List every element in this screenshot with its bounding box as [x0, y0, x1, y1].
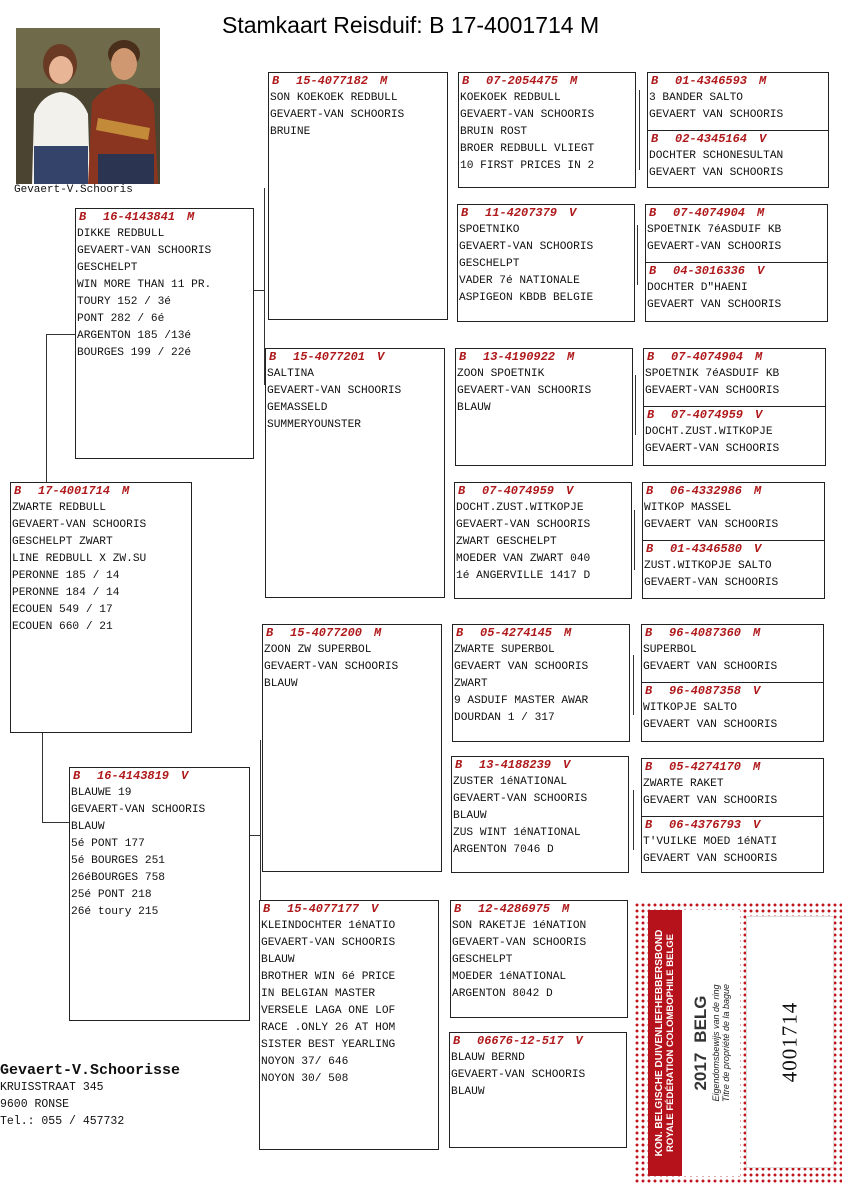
breeder: GEVAERT VAN SCHOORIS	[644, 519, 779, 531]
breeder: GEVAERT-VAN SCHOORIS	[270, 109, 405, 121]
breeder: GEVAERT-VAN SCHOORIS	[459, 241, 594, 253]
pigeon-card-father	[75, 208, 254, 459]
pigeon-pair-card-3	[643, 348, 826, 466]
pigeon-card-mfm	[451, 756, 629, 873]
note: 1é ANGERVILLE 1417 D	[456, 570, 591, 582]
ring-number: B 17-4001714 M	[14, 484, 130, 498]
connector	[633, 790, 634, 850]
pigeon-name: 3 BANDER SALTO	[649, 92, 743, 104]
connector	[46, 334, 76, 335]
ring-ownership-card	[634, 902, 842, 1184]
pigeon-card-mff	[452, 624, 630, 742]
breeder: GEVAERT VAN SCHOORIS	[643, 853, 778, 865]
result: ECOUEN 549 / 17	[12, 604, 113, 616]
breeder: GEVAERT-VAN SCHOORIS	[267, 385, 402, 397]
note: 10 FIRST PRICES IN 2	[460, 160, 595, 172]
breeder: GEVAERT-VAN SCHOORIS	[645, 385, 780, 397]
result: 5é PONT 177	[71, 838, 145, 850]
pigeon-name: KLEINDOCHTER 1éNATIO	[261, 920, 396, 932]
pigeon-name: WITKOP MASSEL	[644, 502, 732, 514]
pigeon-name: ZWARTE REDBULL	[12, 502, 106, 514]
pigeon-pair-card-5	[641, 624, 824, 742]
note: MOEDER 1éNATIONAL	[452, 971, 567, 983]
colour: GESCHELPT	[77, 262, 138, 274]
ring-number: B 15-4077201 V	[269, 350, 385, 364]
pigeon-name: DOCHTER SCHONESULTAN	[649, 150, 784, 162]
breeder: GEVAERT-VAN SCHOORIS	[645, 443, 780, 455]
connector	[635, 375, 636, 435]
result: 26é toury 215	[71, 906, 159, 918]
breeder: GEVAERT-VAN SCHOORIS	[264, 661, 399, 673]
pigeon-name: T'VUILKE MOED 1éNATI	[643, 836, 778, 848]
result: 25é PONT 218	[71, 889, 152, 901]
breeder: GEVAERT-VAN SCHOORIS	[77, 245, 212, 257]
connector	[637, 225, 638, 285]
colour: GESCHELPT	[459, 258, 520, 270]
pigeon-pair-card-6	[641, 758, 824, 873]
pigeon-card-mmf	[450, 900, 628, 1018]
pigeon-card-mother	[69, 767, 250, 1021]
ring-number: B 13-4190922 M	[459, 350, 575, 364]
pigeon-name: DIKKE REDBULL	[77, 228, 165, 240]
pigeon-name: SON KOEKOEK REDBULL	[270, 92, 398, 104]
note: MOEDER VAN ZWART 040	[456, 553, 591, 565]
result: DOURDAN 1 / 317	[454, 712, 555, 724]
ring-number: B 06676-12-517 V	[453, 1034, 583, 1048]
pigeon-name: ZUST.WITKOPJE SALTO	[644, 560, 772, 572]
result: NOYON 30/ 508	[261, 1073, 349, 1085]
ring-number: B 07-4074959 V	[458, 484, 574, 498]
note: VADER 7é NATIONALE	[459, 275, 580, 287]
pigeon-name: WITKOPJE SALTO	[643, 702, 737, 714]
breeder: GEVAERT-VAN SCHOORIS	[647, 241, 782, 253]
page-title: Stamkaart Reisduif: B 17-4001714 M	[222, 12, 600, 38]
colour: ZWART GESCHELPT	[456, 536, 557, 548]
pigeon-pair-card-1	[647, 72, 829, 188]
ring-number: B 02-4345164 V	[651, 132, 767, 146]
breeder: GEVAERT-VAN SCHOORIS	[452, 937, 587, 949]
colour: BLAUW	[264, 678, 298, 690]
owner-photo-image	[16, 28, 160, 184]
pigeon-card-mm	[259, 900, 439, 1150]
result: ARGENTON 8042 D	[452, 988, 553, 1000]
pigeon-name: ZOON ZW SUPERBOL	[264, 644, 372, 656]
colour: BLAUW	[453, 810, 487, 822]
result: ARGENTON 185 /13é	[77, 330, 192, 342]
result: ARGENTON 7046 D	[453, 844, 554, 856]
note: BROTHER WIN 6é PRICE	[261, 971, 396, 983]
result: TOURY 152 / 3é	[77, 296, 171, 308]
pigeon-name: BLAUW BERND	[451, 1052, 525, 1064]
breeder: GEVAERT-VAN SCHOORIS	[453, 793, 588, 805]
breeder: GEVAERT-VAN SCHOORIS	[457, 385, 592, 397]
result: BOURGES 199 / 22é	[77, 347, 192, 359]
note: 9 ASDUIF MASTER AWAR	[454, 695, 589, 707]
ring-number: B 05-4274170 M	[645, 760, 761, 774]
owner-city: 9600 RONSE	[0, 1098, 70, 1111]
connector	[42, 732, 43, 822]
pigeon-card-fm	[265, 348, 445, 598]
pigeon-name: DOCHT.ZUST.WITKOPJE	[645, 426, 773, 438]
pigeon-name: ZUSTER 1éNATIONAL	[453, 776, 568, 788]
ring-number: B 07-2054475 M	[462, 74, 578, 88]
pigeon-pair-card-4	[642, 482, 825, 599]
connector	[639, 90, 640, 170]
colour: GESCHELPT	[452, 954, 513, 966]
ring-number: B 06-4376793 V	[645, 818, 761, 832]
result: PONT 282 / 6é	[77, 313, 165, 325]
colour: BLAUW	[261, 954, 295, 966]
colour: GESCHELPT ZWART	[12, 536, 113, 548]
ring-number: B 15-4077200 M	[266, 626, 382, 640]
breeder: GEVAERT-VAN SCHOORIS	[71, 804, 206, 816]
breeder: GEVAERT VAN SCHOORIS	[649, 109, 784, 121]
breeder: GEVAERT VAN SCHOORIS	[643, 661, 778, 673]
breeder: GEVAERT-VAN SCHOORIS	[460, 109, 595, 121]
owner-block	[0, 1062, 180, 1130]
ring-number: B 15-4077182 M	[272, 74, 388, 88]
note: IN BELGIAN MASTER	[261, 988, 376, 1000]
ring-number: B 04-3016336 V	[649, 264, 765, 278]
pigeon-name: DOCHT.ZUST.WITKOPJE	[456, 502, 584, 514]
pigeon-name: BLAUWE 19	[71, 787, 132, 799]
pigeon-card-ffm	[457, 204, 635, 322]
pigeon-card-ff	[268, 72, 448, 320]
result: 26éBOURGES 758	[71, 872, 165, 884]
result: PERONNE 185 / 14	[12, 570, 120, 582]
card-details: 2017BELG Eigendomsbewijs van de ring Titre de propriété de la bague	[691, 984, 731, 1102]
ring-number: B 11-4207379 V	[461, 206, 577, 220]
note: RACE .ONLY 26 AT HOM	[261, 1022, 396, 1034]
connector	[634, 510, 635, 570]
pigeon-pair-card-2	[645, 204, 828, 322]
ring-number: B 01-4346593 M	[651, 74, 767, 88]
pigeon-name: ZWARTE RAKET	[643, 778, 724, 790]
ring-number: B 06-4332986 M	[646, 484, 762, 498]
pigeon-name: SUPERBOL	[643, 644, 697, 656]
owner-photo	[16, 28, 160, 184]
pigeon-name: SPOETNIK 7éASDUIF KB	[645, 368, 780, 380]
owner-street: KRUISSTRAAT 345	[0, 1081, 104, 1094]
note: VERSELE LAGA ONE LOF	[261, 1005, 396, 1017]
breeder: GEVAERT VAN SCHOORIS	[649, 167, 784, 179]
pigeon-name: DOCHTER D"HAENI	[647, 282, 748, 294]
pigeon-name: ZOON SPOETNIK	[457, 368, 545, 380]
connector	[42, 822, 70, 823]
breeder: GEVAERT-VAN SCHOORIS	[456, 519, 591, 531]
pigeon-name: SON RAKETJE 1éNATION	[452, 920, 587, 932]
ring-number: B 96-4087360 M	[645, 626, 761, 640]
note: BROER REDBULL VLIEGT	[460, 143, 595, 155]
ring-card-number: 4001714	[777, 1001, 802, 1083]
result: 5é BOURGES 251	[71, 855, 165, 867]
note: LINE REDBULL X ZW.SU	[12, 553, 147, 565]
note: SUMMERYOUNSTER	[267, 419, 361, 431]
result: ECOUEN 660 / 21	[12, 621, 113, 633]
colour: BLAUW	[457, 402, 491, 414]
colour: BLAUW	[71, 821, 105, 833]
pigeon-card-fmf	[455, 348, 633, 466]
breeder: GEVAERT-VAN SCHOORIS	[644, 577, 779, 589]
note: SISTER BEST YEARLING	[261, 1039, 396, 1051]
ring-number: B 15-4077177 V	[263, 902, 379, 916]
connector	[46, 334, 47, 483]
colour: BLAUW	[451, 1086, 485, 1098]
pigeon-name: SPOETNIKO	[459, 224, 520, 236]
owner-phone: Tel.: 055 / 457732	[0, 1115, 125, 1128]
ring-number: B 96-4087358 V	[645, 684, 761, 698]
breeder: GEVAERT VAN SCHOORIS	[643, 719, 778, 731]
pigeon-card-mmm	[449, 1032, 627, 1148]
photo-caption: Gevaert-V.Schooris	[14, 184, 133, 196]
breeder: GEVAERT-VAN SCHOORIS	[12, 519, 147, 531]
owner-name: Gevaert-V.Schoorisse	[0, 1062, 181, 1079]
colour: BRUINE	[270, 126, 311, 138]
breeder: GEVAERT-VAN SCHOORIS	[261, 937, 396, 949]
pigeon-name: SPOETNIK 7éASDUIF KB	[647, 224, 782, 236]
ring-number: B 12-4286975 M	[454, 902, 570, 916]
pigeon-card-subject	[10, 482, 192, 733]
colour: BRUIN ROST	[460, 126, 528, 138]
colour: ZWART	[454, 678, 488, 690]
ring-number: B 16-4143819 V	[73, 769, 189, 783]
pigeon-card-fmm	[454, 482, 632, 599]
breeder: GEVAERT VAN SCHOORIS	[454, 661, 589, 673]
result: PERONNE 184 / 14	[12, 587, 120, 599]
ring-number: B 07-4074959 V	[647, 408, 763, 422]
breeder: GEVAERT VAN SCHOORIS	[647, 299, 782, 311]
breeder: GEVAERT VAN SCHOORIS	[643, 795, 778, 807]
pigeon-card-mf	[262, 624, 442, 872]
pigeon-name: SALTINA	[267, 368, 314, 380]
connector	[633, 655, 634, 715]
pigeon-name: KOEKOEK REDBULL	[460, 92, 561, 104]
ring-number: B 07-4074904 M	[647, 350, 763, 364]
note: ZUS WINT 1éNATIONAL	[453, 827, 581, 839]
federation-name: KON. BELGISCHE DUIVENLIEFHEBBERSBOND ROYALE FÉDÉRATION COLOMBOPHILE BELGE	[654, 929, 676, 1157]
pigeon-name: ZWARTE SUPERBOL	[454, 644, 555, 656]
note: WIN MORE THAN 11 PR.	[77, 279, 212, 291]
ring-number: B 05-4274145 M	[456, 626, 572, 640]
ring-number: B 01-4346580 V	[646, 542, 762, 556]
ring-number: B 13-4188239 V	[455, 758, 571, 772]
pigeon-card-fff	[458, 72, 636, 188]
ring-number: B 16-4143841 M	[79, 210, 195, 224]
colour: GEMASSELD	[267, 402, 328, 414]
result: NOYON 37/ 646	[261, 1056, 349, 1068]
note: ASPIGEON KBDB BELGIE	[459, 292, 594, 304]
ring-number: B 07-4074904 M	[649, 206, 765, 220]
breeder: GEVAERT-VAN SCHOORIS	[451, 1069, 586, 1081]
